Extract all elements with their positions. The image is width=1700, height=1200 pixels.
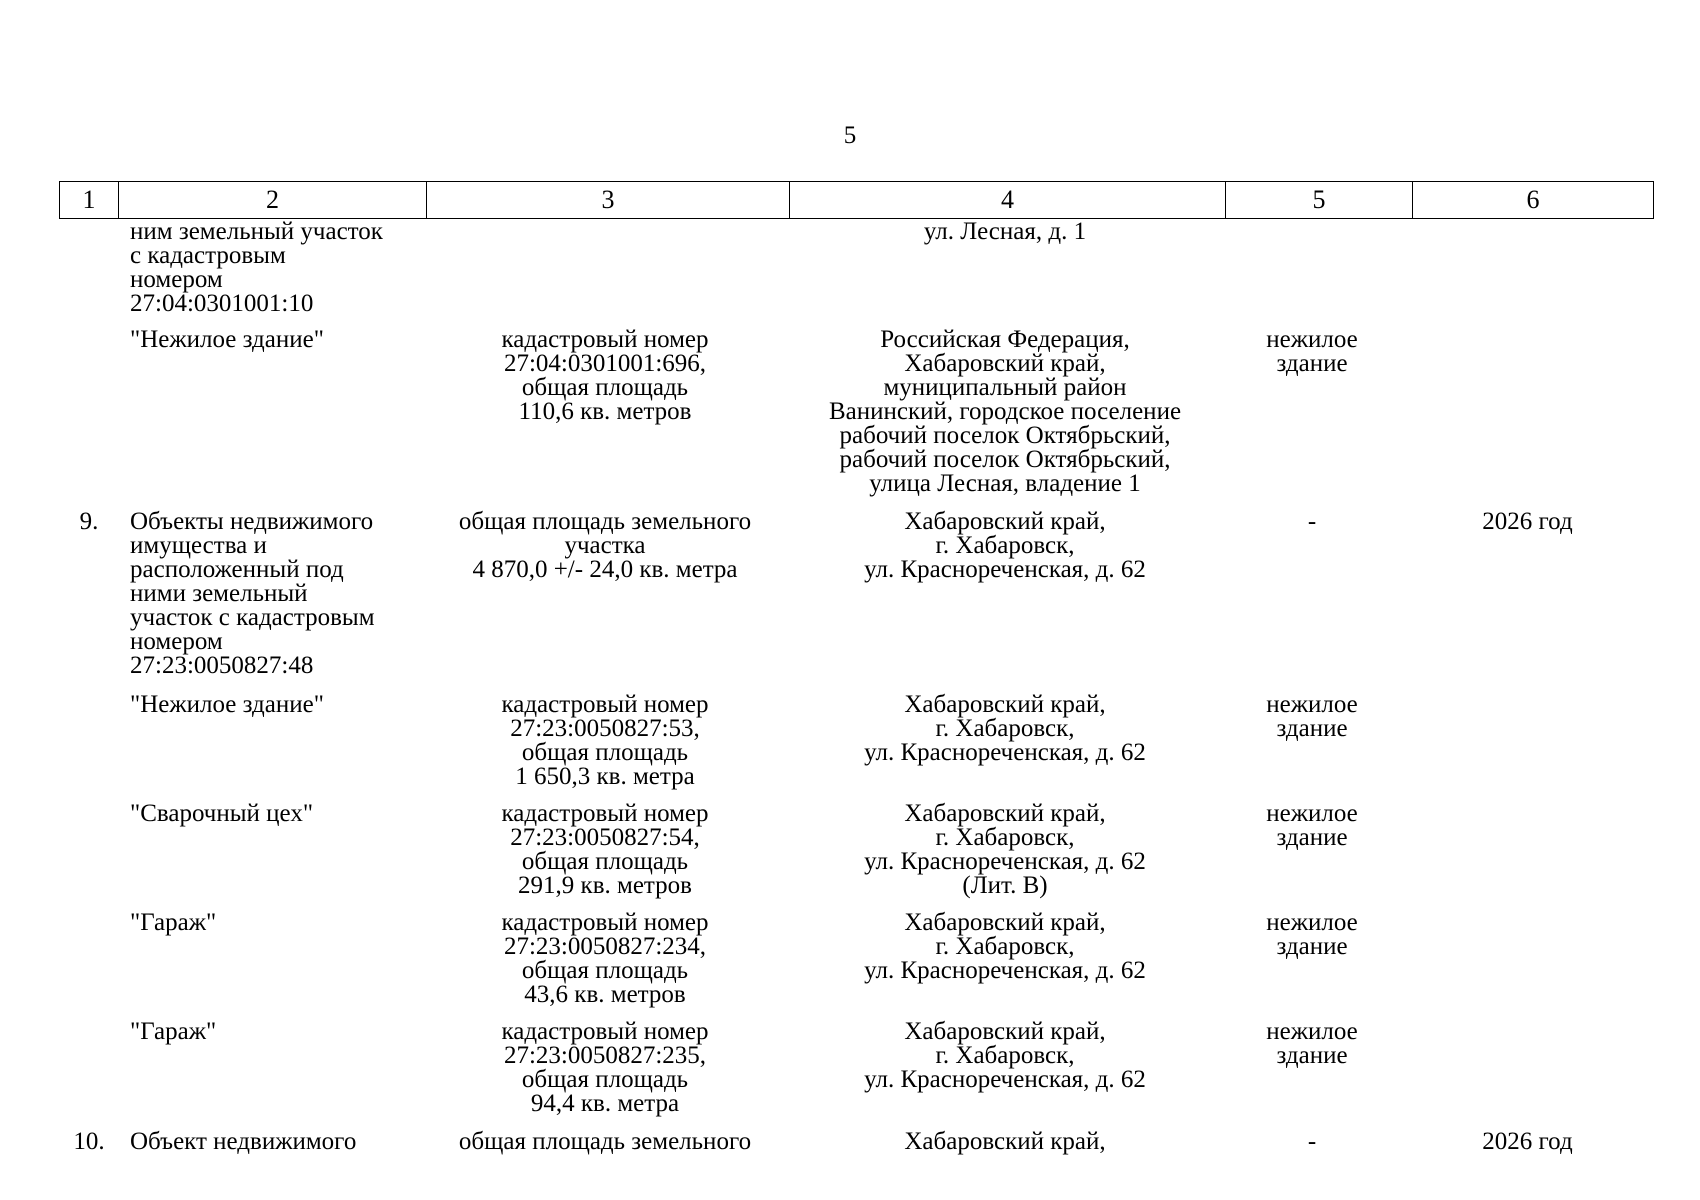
header-col-5: 5: [1226, 182, 1413, 219]
row-number: 10.: [73, 1128, 105, 1155]
object-address: Хабаровский край, г. Хабаровск, ул. Краснореченская, д. 62 (Лит. В): [864, 800, 1146, 899]
object-address: ул. Лесная, д. 1: [923, 218, 1087, 245]
object-type: нежилое здание: [1266, 1018, 1358, 1069]
object-type: -: [1307, 508, 1317, 535]
object-year: 2026 год: [1482, 508, 1573, 535]
object-name: "Нежилое здание": [130, 691, 324, 718]
object-description: кадастровый номер 27:23:0050827:53, общая площадь 1 650,3 кв. метра: [501, 691, 709, 790]
header-col-2: 2: [119, 182, 427, 219]
object-description: кадастровый номер 27:04:0301001:696, общая площадь 110,6 кв. метров: [501, 326, 709, 425]
header-col-3: 3: [427, 182, 790, 219]
object-description: кадастровый номер 27:23:0050827:234, общая площадь 43,6 кв. метров: [501, 909, 709, 1008]
object-description: кадастровый номер 27:23:0050827:235, общая площадь 94,4 кв. метра: [501, 1018, 709, 1117]
object-address: Хабаровский край, г. Хабаровск, ул. Краснореченская, д. 62: [864, 1018, 1146, 1093]
column-number-header: [59, 181, 1654, 219]
object-name: "Нежилое здание": [130, 326, 324, 353]
object-type: нежилое здание: [1266, 909, 1358, 960]
header-col-4: 4: [790, 182, 1226, 219]
object-type: -: [1307, 1128, 1317, 1155]
object-name: "Гараж": [130, 1018, 217, 1045]
page-number: 5: [843, 122, 857, 149]
object-description: кадастровый номер 27:23:0050827:54, общая площадь 291,9 кв. метров: [501, 800, 709, 899]
object-address: Хабаровский край, г. Хабаровск, ул. Краснореченская, д. 62: [864, 691, 1146, 766]
object-description: общая площадь земельного участка 4 870,0 +/- 24,0 кв. метра: [458, 508, 752, 583]
object-name: "Гараж": [130, 909, 217, 936]
object-year: 2026 год: [1482, 1128, 1573, 1155]
object-type: нежилое здание: [1266, 800, 1358, 851]
header-col-1: 1: [60, 182, 119, 219]
object-type: нежилое здание: [1266, 326, 1358, 377]
object-description: общая площадь земельного: [458, 1128, 752, 1155]
row-number: 9.: [79, 508, 99, 535]
object-name: Объекты недвижимого имущества и расположенный под ними земельный участок с кадастровым номером 27:23:0050827:48: [130, 508, 375, 679]
object-name: ним земельный участок с кадастровым номером 27:04:0301001:10: [130, 218, 383, 317]
object-type: нежилое здание: [1266, 691, 1358, 742]
object-name: Объект недвижимого: [130, 1128, 357, 1155]
object-address: Хабаровский край, г. Хабаровск, ул. Краснореченская, д. 62: [864, 508, 1146, 583]
header-col-6: 6: [1413, 182, 1654, 219]
object-name: "Сварочный цех": [130, 800, 314, 827]
object-address: Хабаровский край,: [904, 1128, 1106, 1155]
object-address: Хабаровский край, г. Хабаровск, ул. Краснореченская, д. 62: [864, 909, 1146, 984]
object-address: Российская Федерация, Хабаровский край, муниципальный район Ванинский, городское поселение рабочий поселок Октябрьский, рабочий поселок Октябрьский, улица Лесная, владение 1: [828, 326, 1182, 497]
